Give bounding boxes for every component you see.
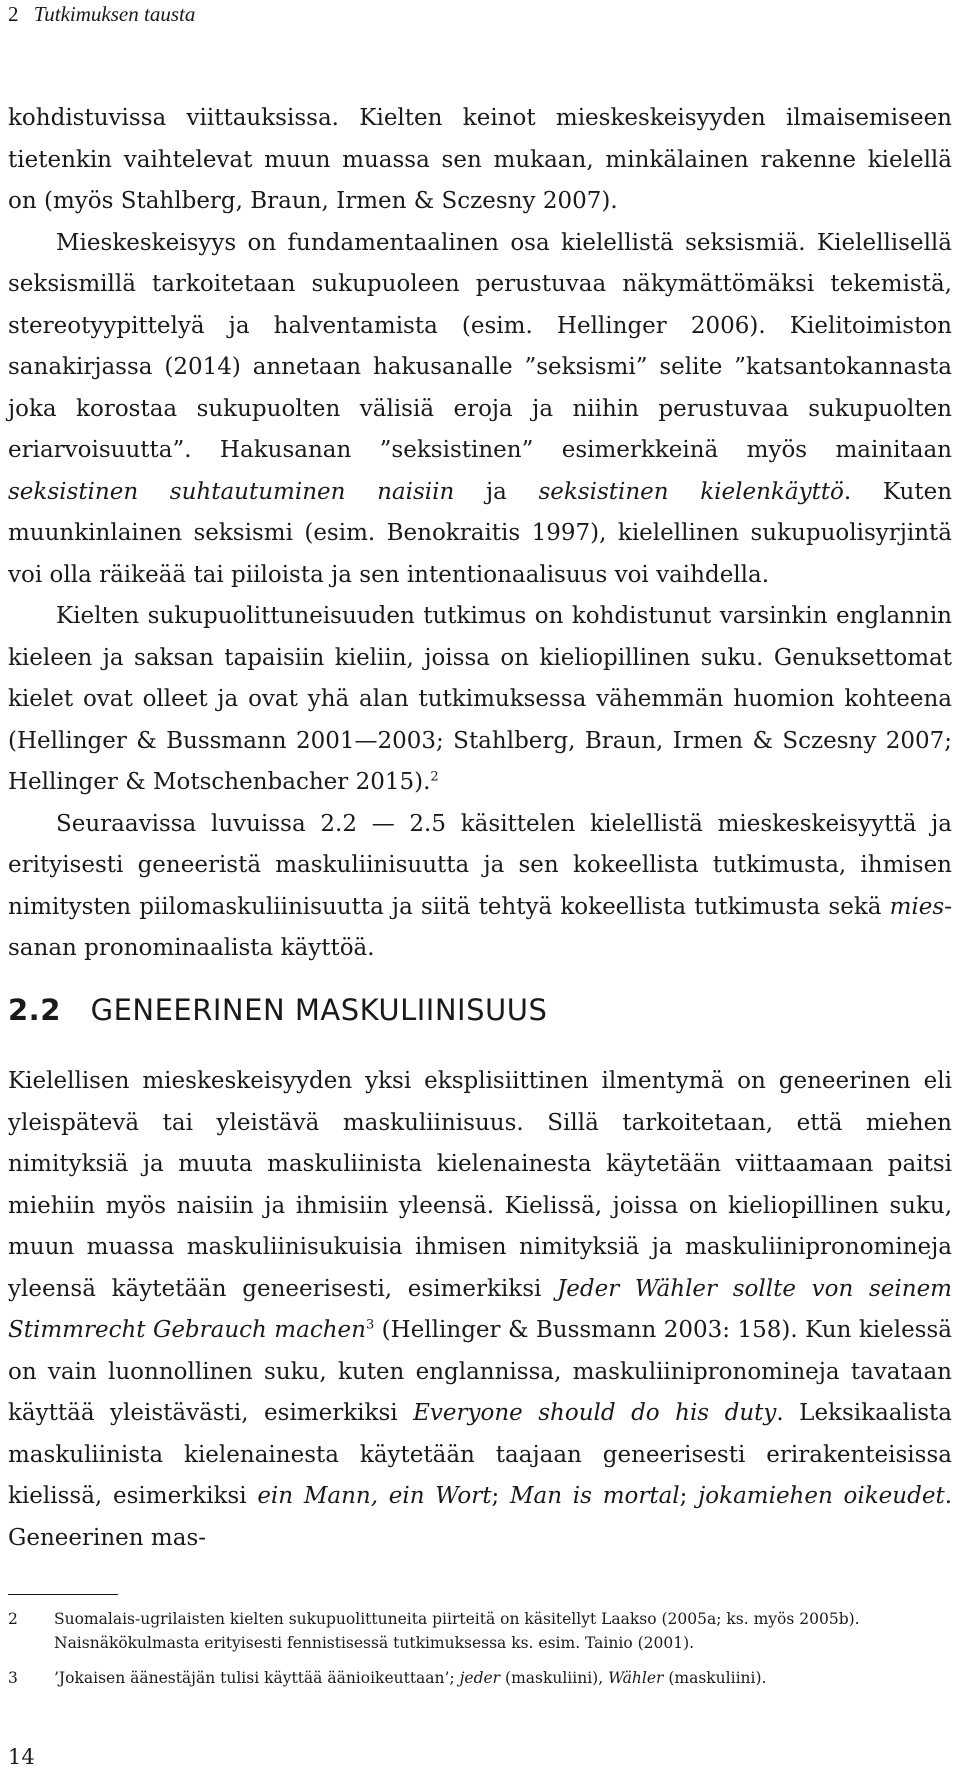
text-run: Kielellisen mieskeskeisyyden yksi eksplisiittinen ilmentymä on geneerinen eli yleispätevä tai yleistävä maskuliinisuus. Sillä tarkoitetaan, että miehen nimityksiä ja muuta maskuliinista kielenainesta käytetään viittaamaan paitsi miehiin myös naisiin ja ihmisiin yleensä. Kielissä, joissa on kieliopillinen suku, muun muassa maskuliinisukuisia ihmisen nimityksiä ja maskuliinipronomineja yleensä käytetään geneerisesti, esimerkiksi — [8, 1068, 952, 1302]
section-heading — [8, 993, 547, 1027]
paragraph — [8, 596, 952, 804]
italic-text: Everyone should do his duty — [413, 1400, 777, 1426]
running-head-title: Tutkimuksen tausta — [33, 2, 196, 26]
text-run: Mieskeskeisyys on fundamentaalinen osa kielellistä seksismiä. Kielellisellä seksismillä tarkoitetaan sukupuoleen perustuvaa näkymättömäksi tekemistä, stereotyypittelyä ja halventamista (esim. Hellinger 2006). Kielitoimiston sanakirjassa (2014) annetaan hakusanalle ”seksismi” selite ”katsantokannasta joka korostaa sukupuolten välisiä eroja ja niihin perustuvaa sukupuolten eriarvoisuutta”. Hakusanan ”seksistinen” esimerkkeinä myös mainitaan — [8, 229, 952, 463]
italic-text: ein Mann, ein Wort — [257, 1483, 492, 1509]
text-run: Kielten sukupuolittuneisuuden tutkimus on kohdistunut varsinkin englannin kieleen ja saksan tapaisiin kieliin, joissa on kieliopillinen suku. Genuksettomat kielet ovat olleet ja ovat yhä alan tutkimuksessa vähemmän huomion kohteena (Hellinger & Bussmann 2001—2003; Stahlberg, Braun, Irmen & Sczesny 2007; Hellinger & Motschenbacher 2015). — [8, 603, 952, 795]
text-run: kohdistuvissa viittauksissa. Kielten keinot mieskeskeisyyden ilmaisemiseen tietenkin vaihtelevat muun muassa sen mukaan, minkälainen rakenne kielellä on (myös Stahlberg, Braun, Irmen & Sczesny 2007). — [8, 105, 952, 214]
page-number: 14 — [8, 1745, 35, 1769]
footnote — [8, 1666, 952, 1690]
body-text-top — [8, 98, 952, 970]
text-run: . Geneerinen mas- — [8, 1483, 952, 1551]
running-head-page-number: 2 — [8, 2, 19, 26]
paragraph — [8, 223, 952, 597]
text-run: ; — [491, 1483, 510, 1509]
text-run: ’Jokaisen äänestäjän tulisi käyttää äänioikeuttaan’; — [54, 1669, 460, 1687]
body-text-section — [8, 1061, 952, 1559]
footnote — [8, 1607, 952, 1655]
italic-text: Jeder Wähler sollte von seinem Stimmrecht Gebrauch machen — [8, 1275, 952, 1343]
footnote-ref: 2 — [430, 769, 439, 785]
footnote-text — [54, 1666, 952, 1690]
footnote-text — [54, 1607, 952, 1655]
paragraph — [8, 98, 952, 223]
text-run: ja — [454, 478, 539, 505]
footnote-number: 2 — [8, 1610, 18, 1628]
footnote-rule — [8, 1594, 118, 1595]
footnote-ref: 3 — [365, 1317, 375, 1333]
text-run: (maskuliini), — [500, 1669, 609, 1687]
text-run: . Kuten muunkinlainen seksismi (esim. Benokraitis 1997), kielellinen sukupuolisyrjintä voi olla räikeää tai piiloista ja sen intentionaalisuus voi vaihdella. — [8, 478, 953, 588]
italic-text: seksistinen kielenkäyttö — [538, 478, 844, 505]
text-run: Seuraavissa luvuissa 2.2 — 2.5 käsittelen kielellistä mieskeskeisyyttä ja erityisesti geneeristä maskuliinisuutta ja sen kokeellista tutkimusta, ihmisen nimitysten piilomaskuliinisuutta ja siitä tehtyä kokeellista tutkimusta sekä — [8, 810, 952, 920]
text-run: ; — [679, 1483, 699, 1509]
italic-text: seksistinen suhtautuminen naisiin — [8, 478, 455, 505]
section-number: 2.2 — [8, 993, 61, 1027]
text-run: Suomalais-ugrilaisten kielten sukupuolittuneita piirteitä on käsitellyt Laakso (2005a; ks. myös 2005b). Naisnäkökulmasta erityisesti fennistisessä tutkimuksessa ks. esim. Tainio (2001). — [54, 1610, 860, 1652]
footnote-number: 3 — [8, 1669, 18, 1687]
text-run: (Hellinger & Bussmann 2003: 158). Kun kielessä on vain luonnollinen suku, kuten englannissa, maskuliinipronomineja tavataan käyttää yleistävästi, esimerkiksi — [8, 1317, 953, 1426]
section-title: GENEERINEN MASKULIINISUUS — [90, 993, 548, 1027]
running-head — [8, 2, 195, 27]
italic-text: jeder — [459, 1669, 501, 1687]
footnotes — [8, 1607, 952, 1701]
text-run: (maskuliini). — [663, 1669, 767, 1687]
italic-text: Wähler — [608, 1669, 664, 1687]
text-run: . Leksikaalista maskuliinista kielenainesta käytetään taajaan geneerisesti erirakenteisissa kielissä, esimerkiksi — [8, 1400, 952, 1509]
italic-text: jokamiehen oikeudet — [698, 1483, 945, 1509]
text-run: -sanan pronominaalista käyttöä. — [8, 893, 952, 961]
paragraph — [8, 804, 952, 970]
italic-text: mies — [889, 893, 945, 920]
italic-text: Man is mortal — [509, 1483, 680, 1509]
paragraph — [8, 1061, 952, 1559]
